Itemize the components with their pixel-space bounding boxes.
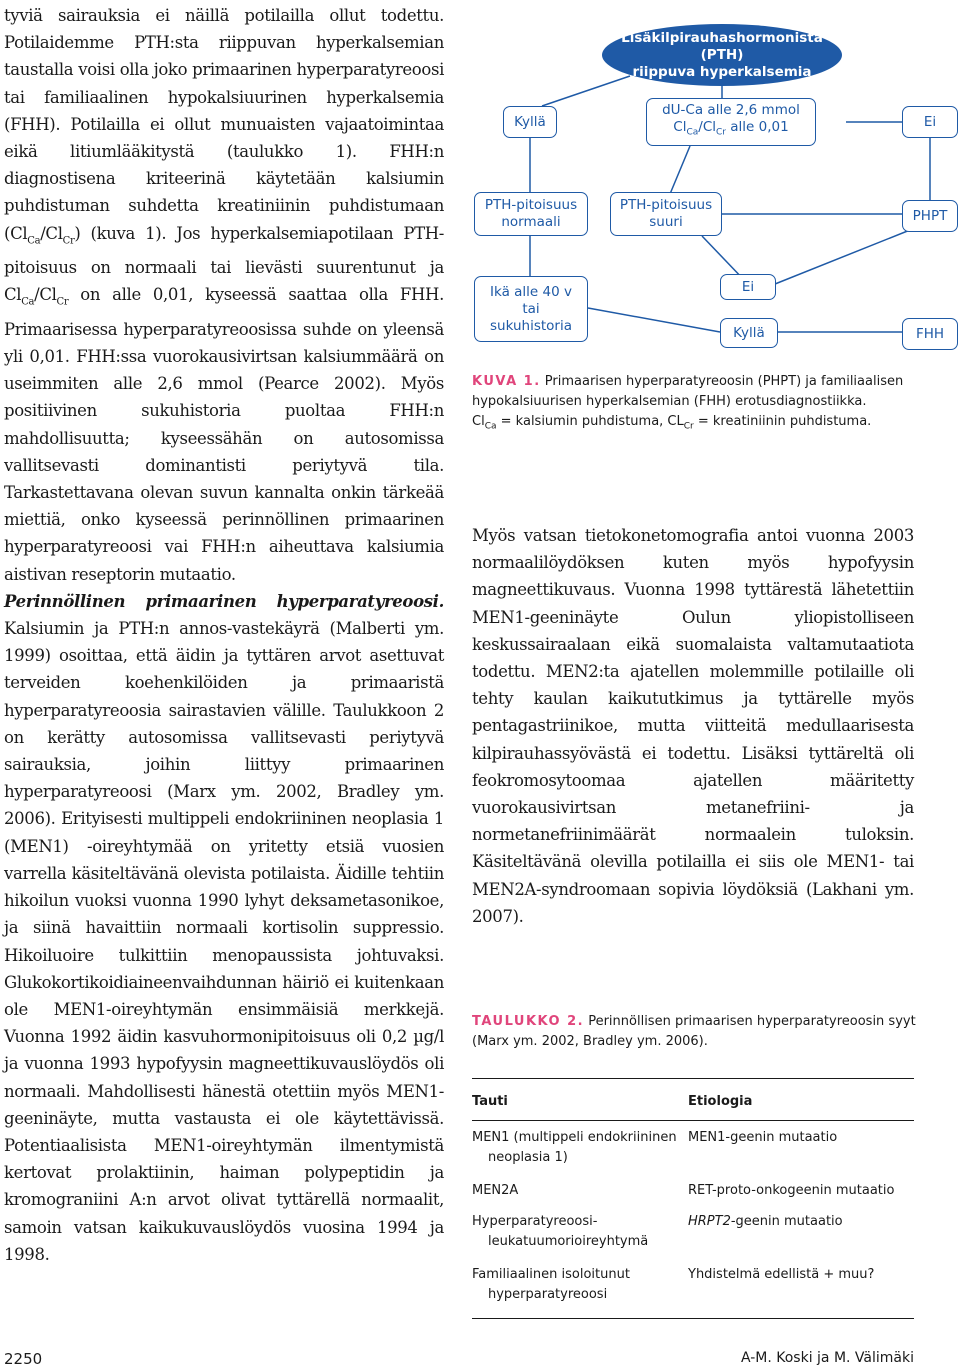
connector-line <box>670 146 690 194</box>
caption-text: = kalsiumin puhdistuma, CL <box>496 414 684 429</box>
subscript: Ca <box>686 127 699 138</box>
table-bottom-rule <box>472 1318 914 1319</box>
subscript: Cr <box>62 234 75 246</box>
urine-calcium-node <box>646 98 816 146</box>
node-label: Ikä alle 40 v <box>490 283 572 300</box>
table-header-rule <box>472 1120 914 1121</box>
node-label: dU-Ca alle 2,6 mmol <box>662 102 800 119</box>
subscript: Ca <box>27 234 41 246</box>
node-label: Lisäkilpirauhashormonista (PTH) <box>621 29 823 63</box>
page-number: 2250 <box>4 1350 43 1368</box>
caption-text: Perinnöllisen primaarisen hyperparatyreoosin syyt (Marx ym. 2002, Bradley ym. 2006). <box>472 1014 916 1049</box>
node-label: Ei <box>741 278 755 295</box>
age-family-history-node <box>474 276 588 342</box>
text-run: Cl <box>673 119 687 136</box>
node-label: PTH-pitoisuus <box>484 197 578 213</box>
table-cell: MEN1-geenin mutaatio <box>688 1130 838 1145</box>
subscript: Cr <box>683 421 694 432</box>
table-cell: Familiaalinen isoloitunut hyperparatyreoosi <box>472 1267 630 1302</box>
flowchart-figure <box>470 24 960 364</box>
pth-dependent-hypercalcemia-node <box>602 24 842 86</box>
table-cell: Yhdistelmä edellistä + muu? <box>688 1267 875 1282</box>
connector-line <box>770 230 910 286</box>
running-footer-authors: A-M. Koski ja M. Välimäki <box>740 1350 914 1366</box>
text-run: alle 0,01 <box>725 119 789 136</box>
yes-bottom-node <box>720 318 778 348</box>
node-label: sukuhistoria <box>489 317 572 334</box>
node-label: PTH-pitoisuus <box>619 197 713 213</box>
text-run: -geenin mutaatio <box>730 1214 843 1229</box>
table-cell: RET-proto-onkogeenin mutaatio <box>688 1183 895 1198</box>
table-cell: MEN1 (multippeli endokriininen neoplasia 1) <box>472 1130 677 1165</box>
node-label: Ei <box>923 113 937 130</box>
no-bottom-node <box>720 274 776 300</box>
table-cell: Hyperparatyreoosi-leukatuumorioireyhtymä <box>472 1214 649 1249</box>
node-label: suuri <box>649 214 683 230</box>
gene-name: HRPT2 <box>688 1214 731 1229</box>
node-label: normaali <box>501 214 561 230</box>
node-label: Kyllä <box>514 113 546 130</box>
subscript: Cr <box>56 296 69 308</box>
table-top-rule <box>472 1078 914 1079</box>
node-label: PHPT <box>912 207 948 224</box>
node-label: tai <box>522 300 540 317</box>
connector-line <box>588 308 720 332</box>
column-header-disease: Tauti <box>472 1094 508 1109</box>
body-paragraph-3: Myös vatsan tietokonetomografia antoi vuonna 2003 normaalilöydöksen kuten myös hypofyysin magneettikuvaus. Vuonna 1998 tyttärestä lähetettiin MEN1-geeninäyte Oulun yliopistolliseen keskussairaalaan eikä suomalaista valtamutaatiota todettu. MEN2:ta ajatellen molemmille potilaille oli tehty kaulan kaikututkimus ja tyttärelle myös pentagastriinikoe, mutta viitteitä medullaarisesta kilpirauhassyövästä ei todettu. Lisäksi tyttäreltä oli feokromosytoomaa ajatellen määritetty vuorokausivirtsan metanefriini- ja normetanefriinimäärät normaalein tuloksin. Käsiteltävänä olevilla potilailla ei siis ole MEN1- tai MEN2A-syndroomaan sopivia löydöksiä (Lakhani ym. 2007). <box>472 526 914 926</box>
table-caption <box>472 1012 916 1052</box>
phpt-node <box>902 200 958 232</box>
caption-text: Cl <box>472 414 485 429</box>
node-label: Kyllä <box>733 324 765 341</box>
figure-label: KUVA 1. <box>472 374 541 389</box>
connector-line <box>542 76 630 106</box>
column-header-etiology: Etiologia <box>688 1094 753 1109</box>
pth-normal-node <box>474 192 588 236</box>
caption-text: Primaarisen hyperparatyreoosin (PHPT) ja familiaalisen hypokalsiuurisen hyperkalsemian (FHH) erotusdiagnostiikka. <box>472 374 904 409</box>
text-run: /Cl <box>40 223 63 243</box>
subscript: Ca <box>21 296 35 308</box>
figure-caption <box>472 372 916 437</box>
text-run: on alle 0,01, kyseessä saattaa olla FHH. Primaarisessa hyperparatyreoosissa suhde on yleensä yli 0,01. FHH:ssa vuorokausivirtsan kalsiummäärä on useimmiten alle 2,6 mmol (Pearce 2002). Myös positiivinen sukuhistoria puoltaa FHH:n mahdollisuutta; kyseessähän on autosomissa vallitsevasti dominantisti periytyvä tila. Tarkastettavana olevan suvun kannalta onkin tärkeää miettiä, onko kyseessä perinnöllinen primaarinen hyperparatyreoosi vai FHH:n aiheuttava kalsiumia aistivan reseptorin mutaatio. <box>4 285 444 584</box>
text-run: ) (kuva 1). Jos hyperkalsemiapotilaan PTH-pitoisuus on normaali tai lievästi suurentunut ja Cl <box>4 223 444 305</box>
subscript: Cr <box>716 127 726 138</box>
node-label: riippuva hyperkalsemia <box>632 63 812 80</box>
node-label <box>673 119 788 142</box>
text-run: tyviä sairauksia ei näillä potilailla ollut todettu. Potilaidemme PTH:sta riippuvan hyperkalsemian taustalla voisi olla joko primaarinen hyperparatyreoosi tai familiaalinen hypokalsiuurinen hyperkalsemia (FHH). Potilailla ei ollut munuaisten vajaatoimintaa eikä litiumlääkitystä (taulukko 1). FHH:n diagnostisena kriteerinä käytetään kalsiumin puhdistuman suhdetta kreatiniinin puhdistumaan (Cl <box>4 6 444 243</box>
text-run: Kalsiumin ja PTH:n annos-vastekäyrä (Malberti ym. 1999) osoittaa, että äidin ja tyttären arvot asettuvat terveiden koehenkilöiden ja primaaristä hyperparatyreoosia sairastavien välille. Taulukkoon 2 on kerätty autosomissa vallitsevasti periytyvä sairauksia, joihin liittyy primaarinen hyperparatyreoosi (Marx ym. 2002, Bradley ym. 2006). Erityisesti multippeli endokriininen neoplasia 1 (MEN1) -oireyhtymää on yritetty etsiä vuosien varrella käsiteltävänä olevista potilaista. Äidille tehtiin hikoilun vuoksi vuonna 1990 lyhyt deksametasonikoe, ja siinä havaittiin normaali kortisolin suppressio. Hikoiluoire tulkittiin menopaussista johtuvaksi. Glukokortikoidiaineenvaihdunnan häiriö ei kuitenkaan ole MEN1-oireyhtymän ensimmäisiä merkkejä. Vuonna 1992 äidin kasvuhormonipitoisuus oli 0,2 µg/l ja vuonna 1993 hypofyysin magneettikuvauslöydös oli normaali. Mahdollisesti hänestä otettiin myös MEN1-geeninäyte, mutta vastausta ei ole käytettävissä. Potentiaalisista MEN1-oireyhtymän ilmentymistä kertovat prolaktiinin, haiman polypeptidin ja kromograniini A:n arvot olivat tyttärellä normaalit, samoin vatsan kaikukuvauslöydös vuosina 1994 ja 1998. <box>4 619 444 1264</box>
right-column-text <box>472 522 914 930</box>
no-top-node <box>902 106 958 138</box>
text-run: /Cl <box>34 285 57 305</box>
run-in-heading: Perinnöllinen primaarinen hyperparatyreoosi. <box>4 591 444 611</box>
body-paragraph-1 <box>4 2 444 588</box>
caption-text: = kreatiniinin puhdistuma. <box>693 414 872 429</box>
table-cell <box>688 1212 914 1232</box>
table-cell: MEN2A <box>472 1183 519 1198</box>
pth-high-node <box>610 192 722 236</box>
table-label: TAULUKKO 2. <box>472 1014 585 1029</box>
fhh-node <box>902 318 958 350</box>
text-run: /Cl <box>698 119 716 136</box>
left-column <box>4 2 444 1268</box>
yes-top-node <box>503 106 557 138</box>
subscript: Ca <box>484 421 497 432</box>
node-label: FHH <box>915 325 945 342</box>
body-paragraph-2 <box>4 588 444 1268</box>
